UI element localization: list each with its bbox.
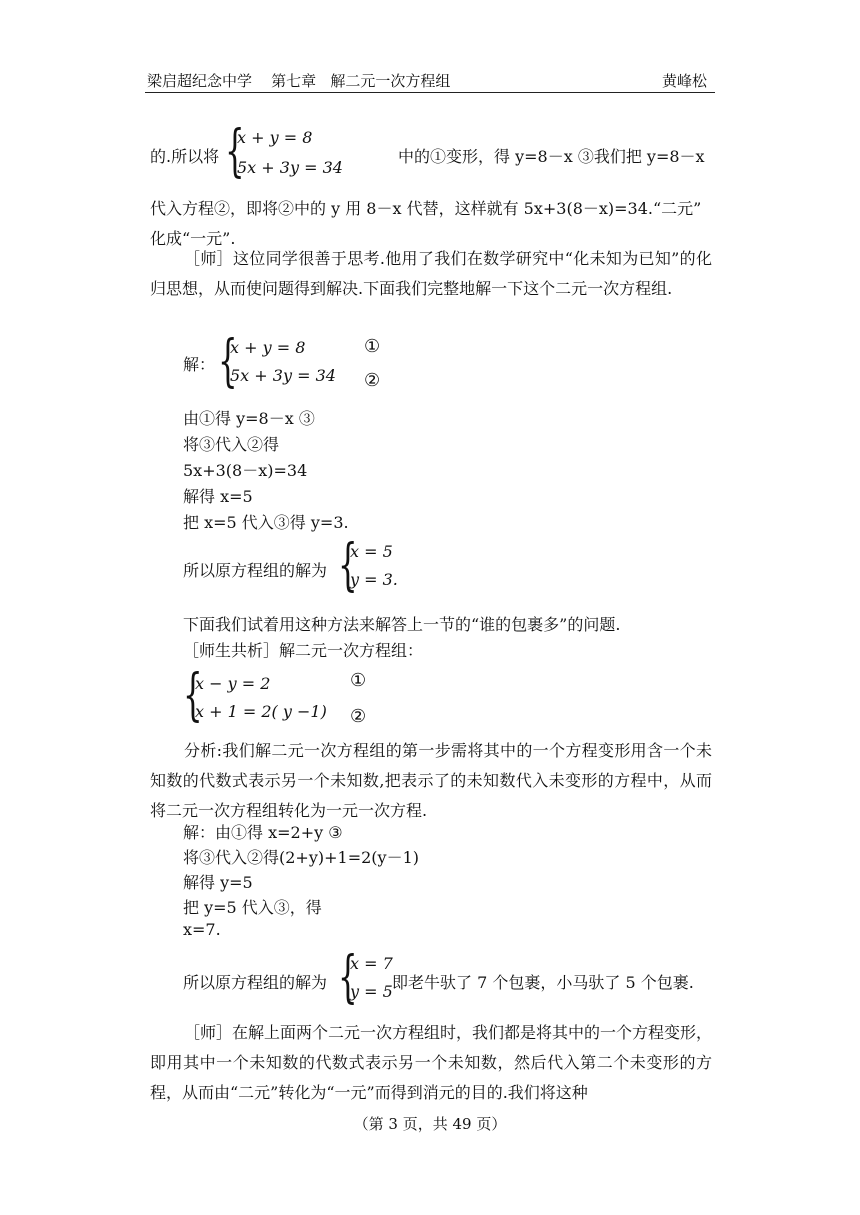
solution1-answer-system: { x = 5 y = 3. [338, 533, 398, 598]
header-author: 黄峰松 [661, 72, 707, 90]
teacher-paragraph-1: ［师］这位同学很善于思考.他用了我们在数学研究中“化未知为已知”的化归思想，从而使问题得到解决.下面我们完整地解一下这个二元一次方程组. [150, 249, 712, 298]
solution1-step-3: 5x+3(8－x)=34 [183, 461, 308, 480]
solution1-step-4: 解得 x=5 [183, 487, 253, 506]
solution1-step-2: 将③代入②得 [183, 435, 280, 454]
joint-analysis-line: ［师生共析］解二元一次方程组： [183, 641, 424, 660]
intro-prefix: 的.所以将 [150, 147, 220, 166]
solution2-answer-x: x = 7 [350, 954, 393, 973]
system2-equations: { x − y = 2 x + 1 = 2( y −1) [183, 663, 327, 728]
intro-equation-1: x + y = 8 [237, 128, 313, 147]
solution2-answer-y: y = 5 [350, 982, 393, 1001]
transition-line: 下面我们试着用这种方法来解答上一节的“谁的包裹多”的问题. [183, 615, 621, 634]
solution2-step-2: 将③代入②得(2+y)+1=2(y－1) [183, 848, 419, 867]
solution1-step-5: 把 x=5 代入③得 y=3. [183, 513, 349, 532]
solution2-step-4: 把 y=5 代入③，得 [183, 898, 322, 917]
system2-equation-2: x + 1 = 2( y −1) [195, 702, 327, 721]
solution2-answer-label: 所以原方程组的解为 [183, 973, 328, 992]
solution1-answer-y: y = 3. [350, 570, 398, 589]
system2-marker-2: ② [350, 706, 367, 727]
system2-marker-1: ① [350, 670, 367, 691]
page-header [145, 68, 715, 93]
analysis-paragraph: 分析:我们解二元一次方程组的第一步需将其中的一个方程变形用含一个未知数的代数式表示另一个未知数,把表示了的未知数代入未变形的方程中，从而将二元一次方程组转化为一元一次方程. [150, 741, 712, 820]
equation-marker-2: ② [364, 370, 381, 391]
solution1-equation-1: x + y = 8 [230, 338, 306, 357]
solution1-equation-2: 5x + 3y = 34 [230, 366, 336, 385]
solution1-answer-x: x = 5 [350, 542, 393, 561]
solution1-answer-label: 所以原方程组的解为 [183, 561, 328, 580]
header-chapter: 梁启超纪念中学 第七章 解二元一次方程组 [147, 72, 451, 90]
solution2-answer-system: { x = 7 y = 5 [338, 945, 393, 1010]
para1-line2: 化成“一元”. [150, 229, 236, 248]
teacher-paragraph-2: ［师］在解上面两个二元一次方程组时，我们都是将其中的一个方程变形，即用其中一个未知数的代数式表示另一个未知数，然后代入第二个未变形的方程，从而由“二元”转化为“一元”而得到消元的目的.我们将这种 [150, 1023, 713, 1102]
solution-label: 解： [183, 355, 216, 374]
intro-suffix: 中的①变形，得 y=8－x ③我们把 y=8－x [398, 147, 705, 166]
solution1-equation-system: { x + y = 8 5x + 3y = 34 [218, 329, 336, 394]
para1-line1: 代入方程②，即将②中的 y 用 8－x 代替，这样就有 5x+3(8－x)=34.“二元” [150, 199, 702, 218]
solution2-answer-tail: 即老牛驮了 7 个包裹，小马驮了 5 个包裹. [392, 973, 694, 992]
solution2-step-3: 解得 y=5 [183, 873, 253, 892]
solution2-step-1: 解：由①得 x=2+y ③ [183, 823, 343, 842]
solution2-step-5: x=7. [183, 920, 221, 939]
intro-equation-system: { x + y = 8 5x + 3y = 34 [225, 119, 343, 184]
system2-equation-1: x − y = 2 [195, 674, 271, 693]
page-footer: （第 3 页，共 49 页） [353, 1115, 507, 1133]
equation-marker-1: ① [364, 336, 381, 357]
intro-equation-2: 5x + 3y = 34 [237, 158, 343, 177]
solution1-step-1: 由①得 y=8－x ③ [183, 409, 315, 428]
